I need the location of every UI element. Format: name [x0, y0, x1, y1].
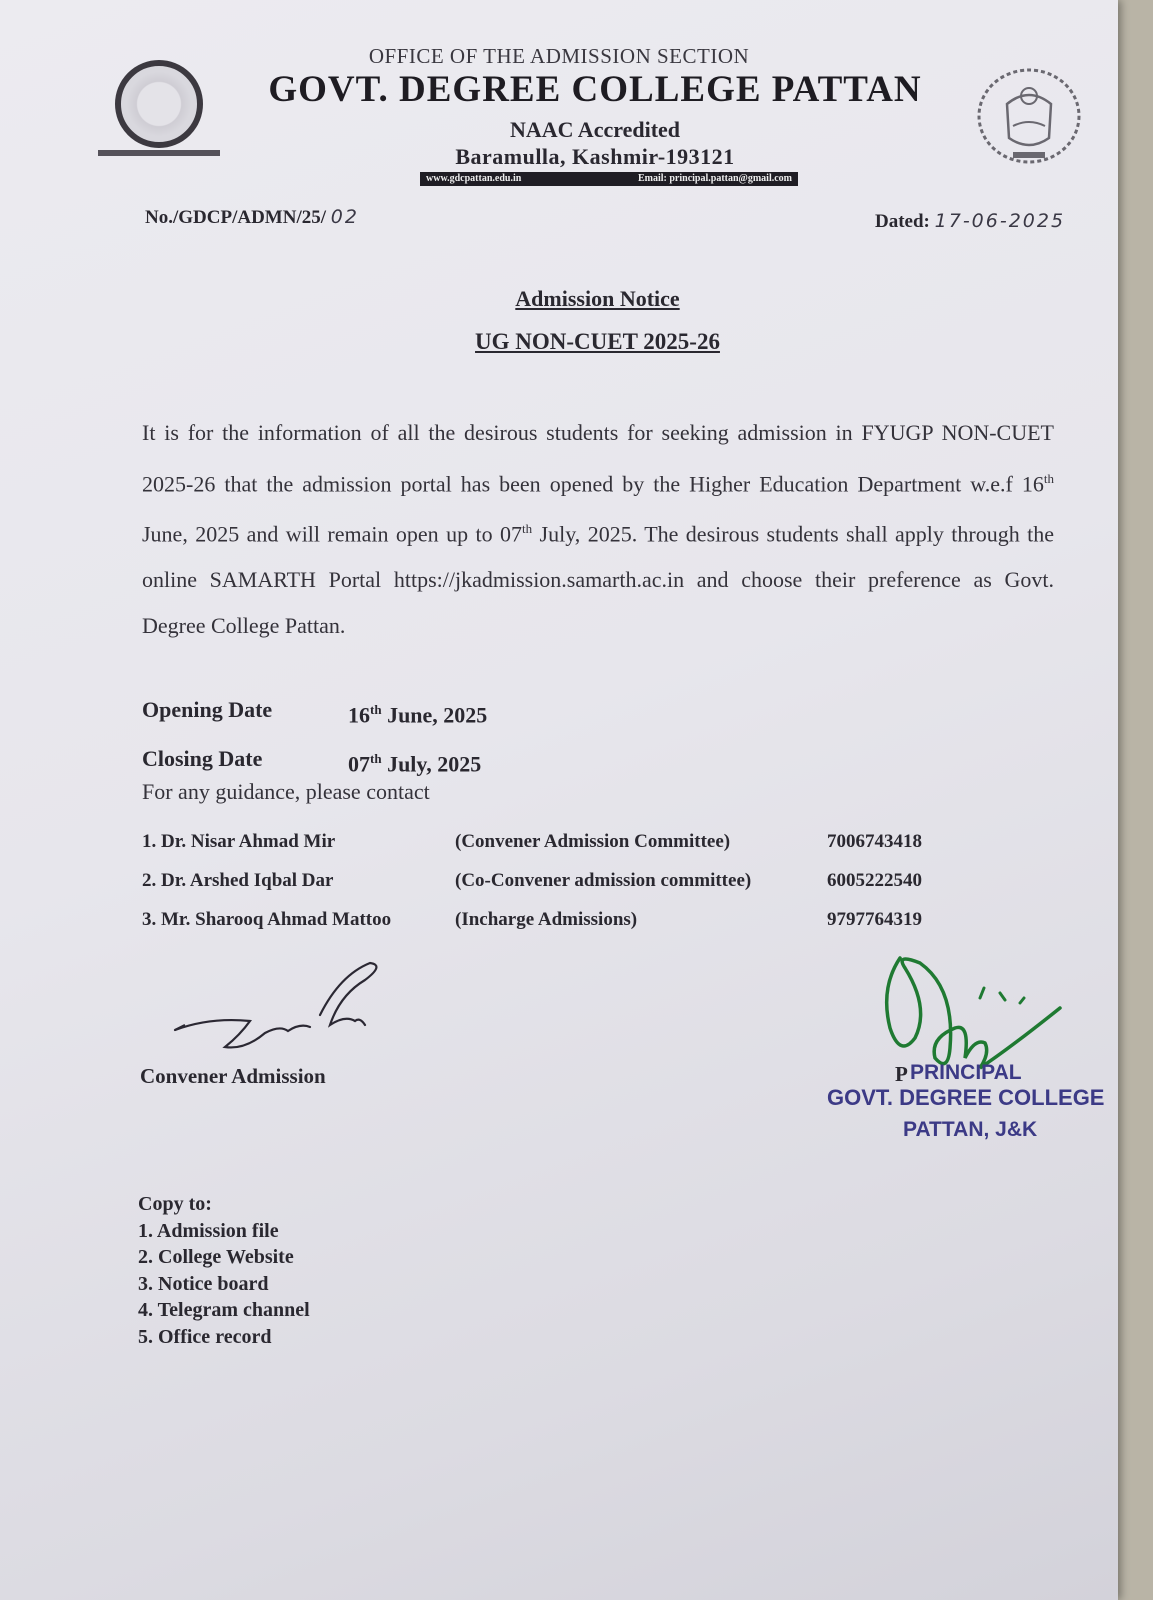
ref-label: No./GDCP/ADMN/25/	[145, 207, 327, 228]
contact-row	[142, 822, 922, 861]
opening-rest: June, 2025	[381, 702, 488, 728]
dated-handwritten: 17-06-2025	[934, 210, 1066, 232]
opening-date-row	[142, 688, 487, 737]
stamp-college: GOVT. DEGREE COLLEGE	[827, 1085, 1105, 1110]
paragraph-part-1: It is for the information of all the desirous students for seeking admission in FYUGP NON-CUET 2025-26 that the admission portal has been opened by the Higher Education Department w.e.f 16	[142, 420, 1054, 496]
accreditation: NAAC Accredited	[509, 117, 681, 142]
closing-date-label: Closing Date	[142, 746, 263, 772]
opening-sup: th	[370, 702, 382, 717]
opening-day: 16	[348, 702, 370, 728]
contact-bar	[420, 172, 798, 186]
stamp-principal: PRINCIPAL	[910, 1061, 1022, 1084]
contact-name: 3. Mr. Sharooq Ahmad Mattoo	[142, 909, 392, 930]
contact-phone: 9797764319	[827, 909, 922, 930]
copy-to-item: 1. Admission file	[138, 1219, 279, 1242]
contact-role: (Incharge Admissions)	[455, 909, 638, 930]
stamp-place: PATTAN, J&K	[903, 1118, 1038, 1141]
dated-label: Dated:	[875, 211, 930, 232]
superscript-2: th	[522, 521, 533, 537]
closing-sup: th	[370, 751, 382, 767]
notice-subtitle: UG NON-CUET 2025-26	[475, 329, 720, 354]
principal-prefix: P	[895, 1062, 908, 1086]
contact-row	[142, 861, 922, 900]
copy-to-list	[138, 1191, 310, 1350]
copy-to-item: 5. Office record	[138, 1325, 272, 1348]
contact-name: 2. Dr. Arshed Iqbal Dar	[142, 870, 334, 891]
convener-title: Convener Admission	[140, 1064, 326, 1088]
paragraph-part-3: July, 2025. The desirous students shall apply through the online SAMARTH Portal https://jkadmission.samarth.ac.in and choose their preference as Govt. Degree College Pattan.	[142, 521, 1055, 638]
notice-paragraph	[142, 410, 1054, 648]
closing-day: 07	[348, 751, 370, 777]
ref-handwritten: 02	[330, 206, 359, 228]
contact-list	[142, 822, 922, 939]
dated	[875, 210, 1065, 233]
opening-date-value	[348, 688, 487, 737]
guidance-text: For any guidance, please contact	[142, 779, 430, 804]
contact-role: (Convener Admission Committee)	[455, 831, 731, 852]
website-text: www.gdcpattan.edu.in	[426, 173, 522, 184]
copy-to-item: 3. Notice board	[138, 1272, 269, 1295]
email-text: Email: principal.pattan@gmail.com	[637, 173, 792, 184]
college-name: GOVT. DEGREE COLLEGE PATTAN	[268, 69, 922, 110]
reference-number	[145, 206, 359, 229]
paragraph-part-2: June, 2025 and will remain open up to 07	[142, 521, 523, 547]
opening-date-label: Opening Date	[142, 697, 273, 722]
superscript-1: th	[1043, 470, 1054, 486]
contact-role: (Co-Convener admission committee)	[455, 870, 752, 891]
key-dates	[142, 688, 487, 787]
copy-to-label: Copy to:	[138, 1193, 212, 1215]
contact-phone: 7006743418	[827, 831, 922, 852]
office-line: OFFICE OF THE ADMISSION SECTION	[368, 44, 750, 68]
copy-to-item: 4. Telegram channel	[138, 1299, 310, 1321]
convener-signature	[170, 955, 400, 1065]
contact-row	[142, 900, 922, 939]
contact-name: 1. Dr. Nisar Ahmad Mir	[142, 831, 336, 852]
contact-phone: 6005222540	[827, 870, 922, 891]
notice-title: Admission Notice	[515, 286, 680, 311]
college-address: Baramulla, Kashmir-193121	[455, 144, 735, 169]
copy-to-item: 2. College Website	[138, 1246, 294, 1268]
closing-rest: July, 2025	[381, 751, 482, 777]
